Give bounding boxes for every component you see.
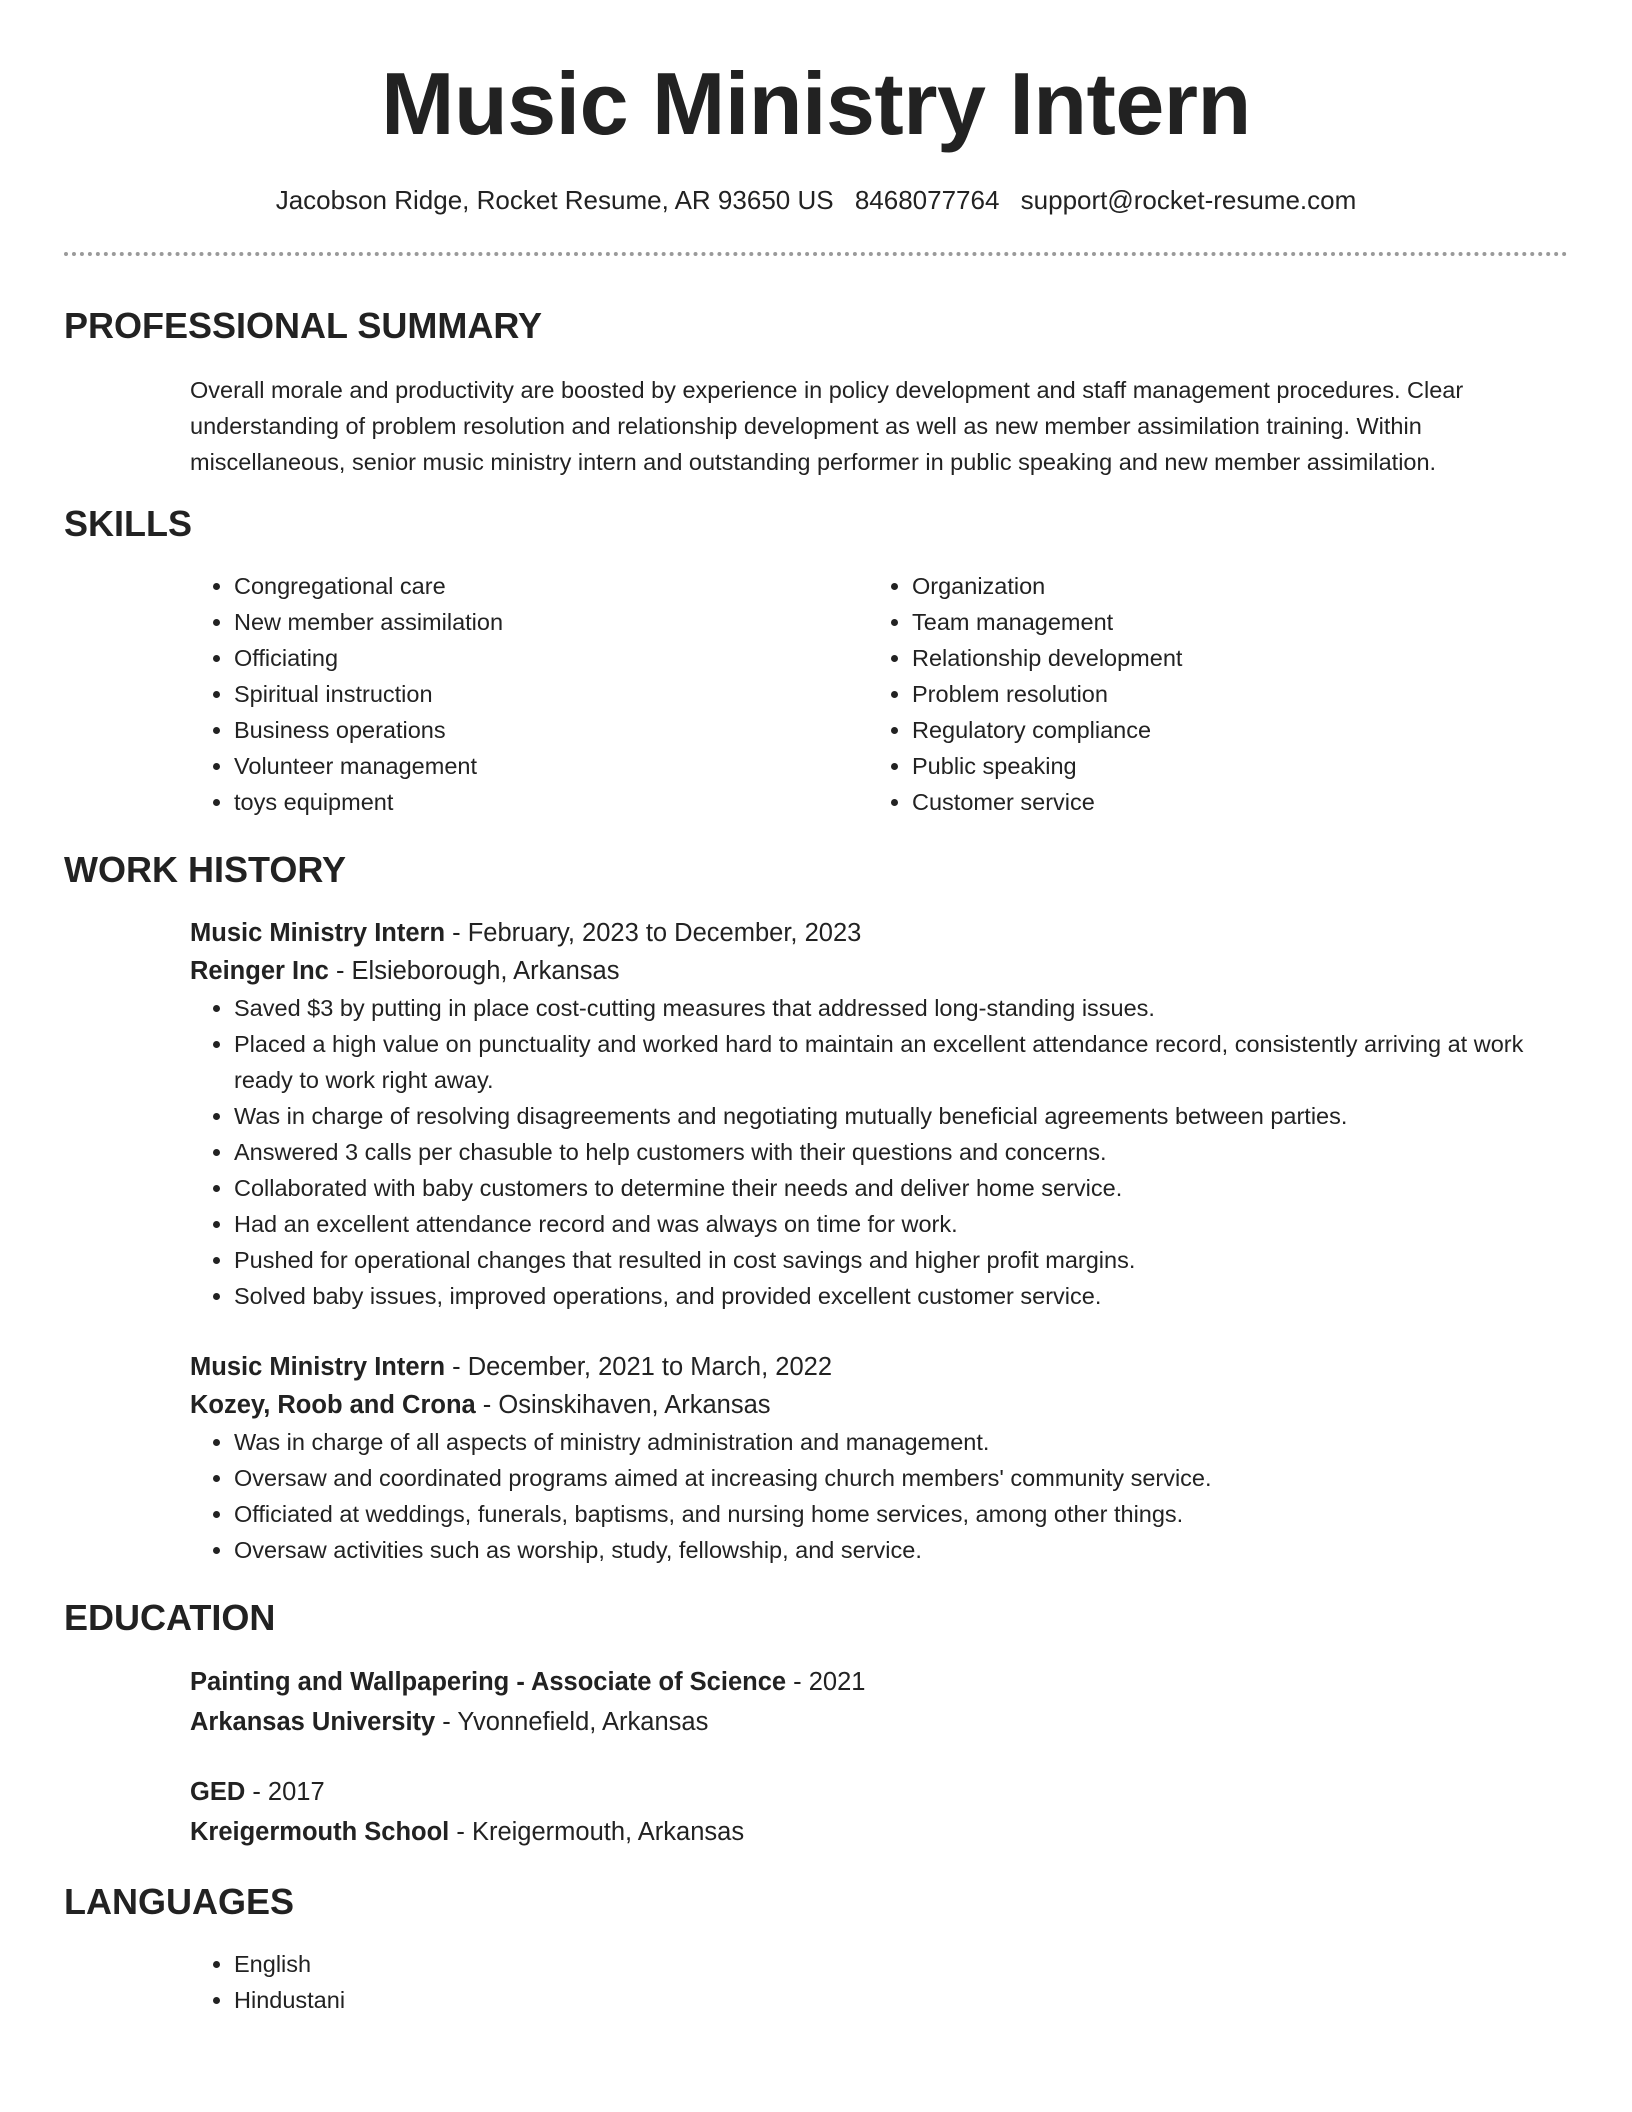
languages-list: [190, 1946, 1568, 2018]
skill-item: • Regulatory compliance: [912, 712, 1546, 748]
job-bullet: • Solved baby issues, improved operations, and provided excellent customer service.: [234, 1278, 1568, 1314]
skill-item: • Relationship development: [912, 640, 1546, 676]
job-company: Reinger Inc: [190, 957, 329, 985]
job-bullets: [190, 1424, 1568, 1568]
job-bullet: • Oversaw activities such as worship, study, fellowship, and service.: [234, 1532, 1568, 1568]
job-location: - Elsieborough, Arkansas: [328, 957, 620, 985]
skill-item: • Congregational care: [234, 568, 868, 604]
job-bullet: • Officiated at weddings, funerals, baptisms, and nursing home services, among other things.: [234, 1496, 1568, 1532]
job-bullet: • Collaborated with baby customers to determine their needs and deliver home service.: [234, 1170, 1568, 1206]
job-title-line: [190, 914, 1568, 952]
job-bullet: • Placed a high value on punctuality and worked hard to maintain an excellent attendance record, consistently arriving at work ready to work right away.: [234, 1026, 1568, 1098]
job-bullet: • Oversaw and coordinated programs aimed at increasing church members' community service.: [234, 1460, 1568, 1496]
job-bullet: • Answered 3 calls per chasuble to help customers with their questions and concerns.: [234, 1134, 1568, 1170]
education-year: - 2021: [786, 1668, 866, 1696]
contact-email: support@rocket-resume.com: [1020, 185, 1357, 215]
job-dates: - December, 2021 to March, 2022: [445, 1353, 833, 1381]
contact-phone: 8468077764: [854, 185, 1000, 215]
job-dates: - February, 2023 to December, 2023: [445, 919, 862, 947]
education-year: - 2017: [245, 1778, 325, 1806]
header-divider: [64, 252, 1568, 256]
skill-item: • Problem resolution: [912, 676, 1546, 712]
work-section: [64, 848, 1568, 1568]
education-entry: [190, 1662, 1568, 1742]
skill-item: • Organization: [912, 568, 1546, 604]
language-item: • Hindustani: [234, 1982, 1568, 2018]
job-role: Music Ministry Intern: [190, 1353, 446, 1381]
skill-item: • Customer service: [912, 784, 1546, 820]
language-item: • English: [234, 1946, 1568, 1982]
languages-heading: LANGUAGES: [64, 1881, 295, 1922]
skill-item: • Business operations: [234, 712, 868, 748]
work-entries: [190, 914, 1568, 1568]
skills-heading: SKILLS: [64, 503, 193, 544]
contact-address: Jacobson Ridge, Rocket Resume, AR 93650 US: [275, 185, 834, 215]
education-degree-line: [190, 1772, 1568, 1812]
skills-section: [64, 502, 1568, 820]
job-bullet: • Was in charge of resolving disagreements and negotiating mutually beneficial agreements between parties.: [234, 1098, 1568, 1134]
job-title-line: [190, 1348, 1568, 1386]
education-heading: EDUCATION: [64, 1597, 276, 1638]
languages-section: [64, 1880, 1568, 2018]
job-bullets: [190, 990, 1568, 1314]
job-company-line: [190, 952, 1568, 990]
job-bullet: • Had an excellent attendance record and was always on time for work.: [234, 1206, 1568, 1242]
skills-list-right: [868, 568, 1546, 820]
education-entries: [190, 1662, 1568, 1852]
skills-list-left: [190, 568, 868, 820]
summary-text: Overall morale and productivity are boosted by experience in policy development and staff management procedures. Clear understanding of problem resolution and relationship development as well as new member assimilation training. Within miscellaneous, senior music ministry intern and outstanding performer in public speaking and new member assimilation.: [190, 377, 1464, 475]
skills-column-left: [190, 568, 868, 820]
job-entry: [190, 1348, 1568, 1568]
job-bullet: • Was in charge of all aspects of ministry administration and management.: [234, 1424, 1568, 1460]
education-degree: Painting and Wallpapering - Associate of Science: [190, 1668, 787, 1696]
education-degree-line: [190, 1662, 1568, 1702]
skill-item: • Spiritual instruction: [234, 676, 868, 712]
education-school-line: [190, 1702, 1568, 1742]
contact-line: [64, 182, 1568, 218]
skills-column-right: [868, 568, 1546, 820]
job-entry: [190, 914, 1568, 1314]
languages-entries: [190, 1946, 1568, 2018]
education-entry: [190, 1772, 1568, 1852]
skill-item: • Team management: [912, 604, 1546, 640]
work-heading: WORK HISTORY: [64, 849, 347, 890]
skill-item: • toys equipment: [234, 784, 868, 820]
education-school: Arkansas University: [190, 1708, 436, 1736]
education-location: - Yvonnefield, Arkansas: [435, 1708, 709, 1736]
education-school-line: [190, 1812, 1568, 1852]
job-bullet: • Pushed for operational changes that resulted in cost savings and higher profit margins.: [234, 1242, 1568, 1278]
job-role: Music Ministry Intern: [190, 919, 446, 947]
skill-item: • Officiating: [234, 640, 868, 676]
resume-title: Music Ministry Intern: [381, 54, 1251, 153]
skill-item: • New member assimilation: [234, 604, 868, 640]
education-section: [64, 1596, 1568, 1852]
job-bullet: • Saved $3 by putting in place cost-cutting measures that addressed long-standing issues.: [234, 990, 1568, 1026]
education-location: - Kreigermouth, Arkansas: [449, 1818, 745, 1846]
job-location: - Osinskihaven, Arkansas: [475, 1391, 771, 1419]
skill-item: • Public speaking: [912, 748, 1546, 784]
job-company: Kozey, Roob and Crona: [190, 1391, 476, 1419]
skill-item: • Volunteer management: [234, 748, 868, 784]
education-degree: GED: [190, 1778, 246, 1806]
summary-section: [64, 304, 1568, 480]
summary-heading: PROFESSIONAL SUMMARY: [64, 305, 543, 346]
job-company-line: [190, 1386, 1568, 1424]
skills-columns: [190, 568, 1568, 820]
education-school: Kreigermouth School: [190, 1818, 450, 1846]
